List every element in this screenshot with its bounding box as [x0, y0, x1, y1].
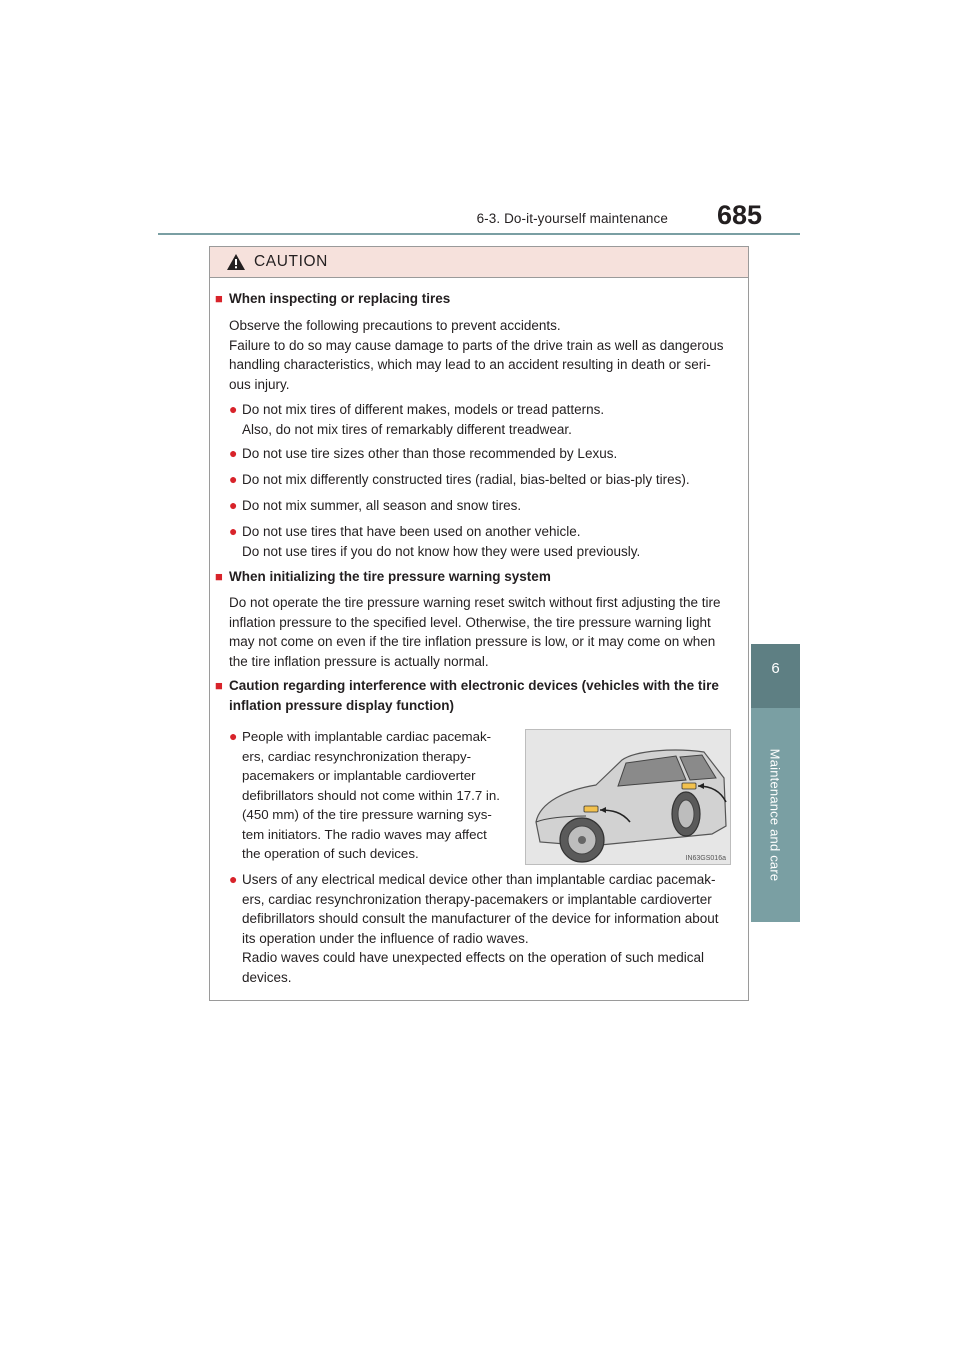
round-bullet-icon: ●	[229, 523, 238, 539]
list-item	[229, 470, 743, 490]
text-line: pacemakers or implantable cardioverter	[242, 768, 476, 783]
list-item	[229, 400, 743, 439]
text-line: its operation under the influence of radio waves.	[242, 930, 529, 946]
text-line: Do not mix summer, all season and snow tires.	[242, 498, 522, 513]
list-item-text	[242, 470, 743, 490]
list-item	[229, 522, 743, 561]
text-line: Do not mix differently constructed tires (radial, bias-belted or bias-ply tires).	[242, 472, 690, 487]
section-title: 6-3. Do-it-yourself maintenance	[476, 211, 668, 226]
text-line: the operation of such devices.	[242, 846, 419, 861]
text-line: Do not use tire sizes other than those recommended by Lexus.	[242, 446, 618, 461]
text-line: devices.	[242, 969, 292, 985]
list-item	[229, 727, 519, 864]
text-line: ers, cardiac resynchronization therapy-	[242, 748, 472, 764]
chapter-label: Maintenance and care	[767, 748, 783, 882]
round-bullet-icon: ●	[229, 497, 238, 513]
list-item-text	[242, 522, 743, 561]
text-line: Observe the following precautions to prevent accidents.	[229, 318, 561, 333]
list-item	[229, 870, 743, 987]
list-item	[229, 496, 743, 516]
round-bullet-icon: ●	[229, 445, 238, 461]
section-heading-inspecting	[215, 289, 745, 309]
square-bullet-icon: ■	[215, 291, 223, 306]
text-line: defibrillators should consult the manufacturer of the device for information about	[242, 911, 719, 926]
list-item-text	[242, 444, 743, 464]
page-number: 685	[716, 200, 762, 230]
round-bullet-icon: ●	[229, 728, 238, 744]
text-line: Also, do not mix tires of remarkably different treadwear.	[242, 421, 572, 437]
text-line: Radio waves could have unexpected effects on the operation of such medical	[242, 950, 705, 965]
page-header	[0, 0, 960, 240]
list-item-text	[242, 496, 743, 516]
paragraph-inspecting	[229, 316, 743, 394]
section-heading-text: When inspecting or replacing tires	[229, 291, 451, 306]
section-heading-text: Caution regarding interference with electronic devices (vehicles with the tire	[229, 678, 719, 693]
text-line: ers, cardiac resynchronization therapy-pacemakers or implantable cardioverter	[242, 891, 712, 907]
round-bullet-icon: ●	[229, 401, 238, 417]
section-heading-interference	[215, 676, 745, 715]
list-item	[229, 444, 743, 464]
figure-code: IN63GS016a	[685, 855, 726, 862]
square-bullet-icon: ■	[215, 569, 223, 584]
section-heading-text: inflation pressure display function)	[229, 697, 455, 713]
caution-header	[210, 247, 748, 278]
text-line: the tire inflation pressure is actually normal.	[229, 653, 489, 669]
section-heading-initializing	[215, 567, 745, 587]
text-line: tem initiators. The radio waves may affect	[242, 826, 487, 842]
round-bullet-icon: ●	[229, 871, 238, 887]
text-line: Do not mix tires of different makes, models or tread patterns.	[242, 402, 605, 417]
text-line: Do not operate the tire pressure warning reset switch without first adjusting the tire	[229, 595, 721, 610]
car-sensor-illustration	[526, 730, 730, 864]
text-line: defibrillators should not come within 17.7 in.	[242, 787, 500, 803]
text-line: Do not use tires if you do not know how they were used previously.	[242, 543, 641, 559]
text-line: Failure to do so may cause damage to parts of the drive train as well as dangerous	[229, 337, 724, 353]
car-illustration	[525, 729, 731, 865]
list-item-text	[242, 870, 743, 987]
text-line: Users of any electrical medical device other than implantable cardiac pacemak-	[242, 872, 716, 887]
text-line: Do not use tires that have been used on another vehicle.	[242, 524, 581, 539]
paragraph-initializing	[229, 593, 743, 671]
list-item-text	[242, 400, 743, 439]
header-divider	[158, 233, 800, 235]
text-line: ous injury.	[229, 376, 290, 392]
caution-title: CAUTION	[254, 253, 328, 270]
chapter-number: 6	[771, 660, 780, 677]
square-bullet-icon: ■	[215, 678, 223, 693]
text-line: inflation pressure to the specified level. Otherwise, the tire pressure warning light	[229, 614, 711, 630]
section-heading-text: When initializing the tire pressure warning system	[229, 569, 551, 584]
text-line: handling characteristics, which may lead to an accident resulting in death or seri-	[229, 357, 711, 372]
text-line: People with implantable cardiac pacemak-	[242, 729, 492, 744]
caution-box	[209, 246, 749, 1001]
text-line: (450 mm) of the tire pressure warning sys-	[242, 807, 492, 822]
round-bullet-icon: ●	[229, 471, 238, 487]
list-item-text	[242, 727, 519, 864]
text-line: may not come on even if the tire inflation pressure is low, or it may come on when	[229, 634, 716, 649]
warning-triangle-icon	[227, 254, 245, 270]
